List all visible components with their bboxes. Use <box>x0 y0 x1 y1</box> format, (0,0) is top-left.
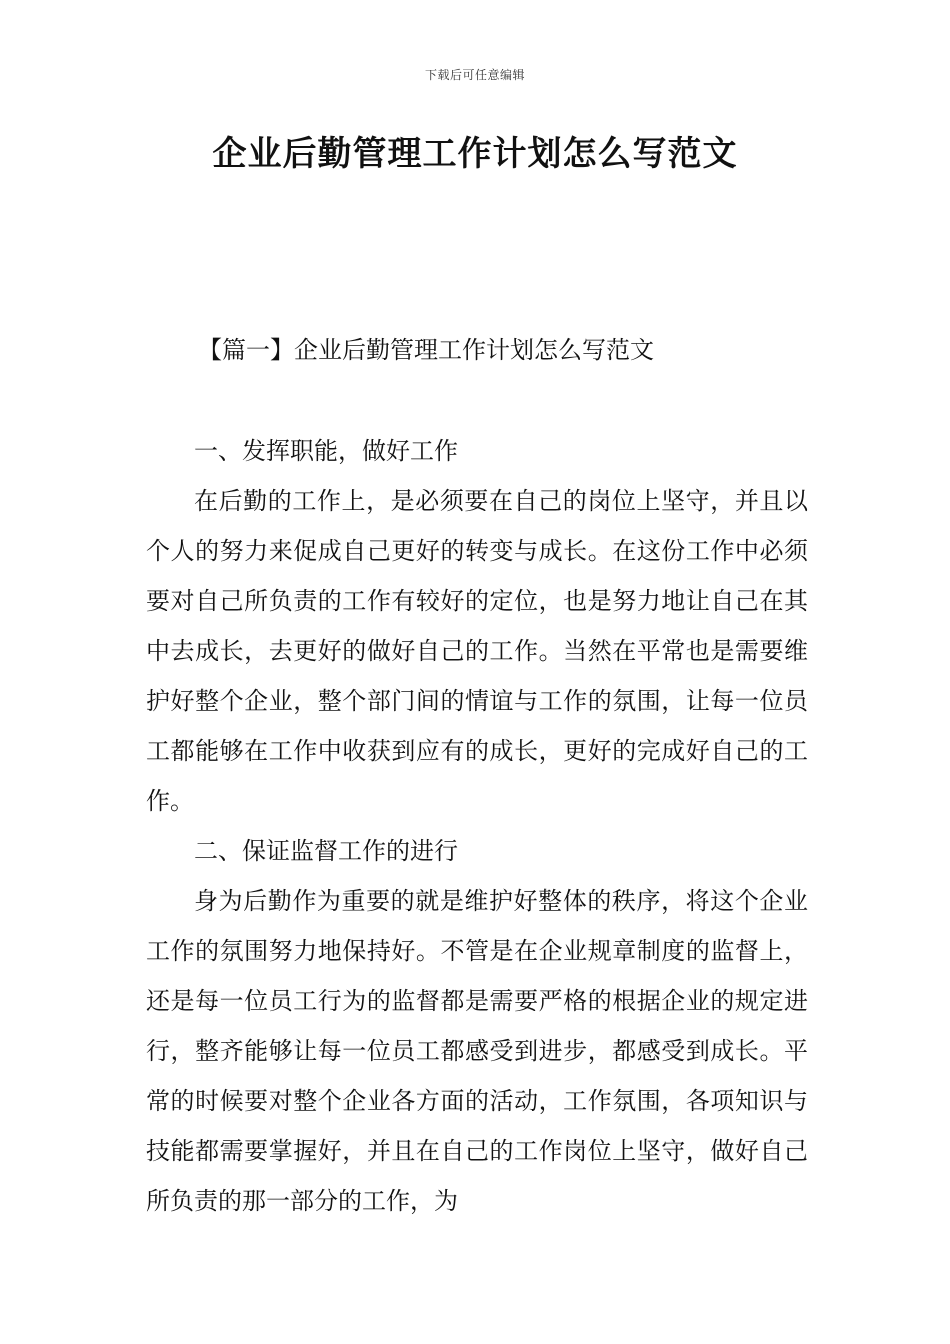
paragraph-2: 身为后勤作为重要的就是维护好整体的秩序，将这个企业工作的氛围努力地保持好。不管是在企业规章制度的监督上，还是每一位员工行为的监督都是需要严格的根据企业的规定进行，整齐能够让每一位员工都感受到进步，都感受到成长。平常的时候要对整个企业各方面的活动，工作氛围，各项知识与技能都需要掌握好，并且在自己的工作岗位上坚守，做好自己所负责的那一部分的工作，为 <box>146 887 808 1215</box>
section-title: 【篇一】企业后勤管理工作计划怎么写范文 <box>198 336 654 364</box>
header-note: 下载后可任意编辑 <box>424 68 525 82</box>
document-body <box>146 426 808 1226</box>
subheading-2: 二、保证监督工作的进行 <box>194 837 458 865</box>
document-title: 企业后勤管理工作计划怎么写范文 <box>212 134 738 174</box>
subheading-1: 一、发挥职能，做好工作 <box>194 437 458 465</box>
paragraph-1: 在后勤的工作上，是必须要在自己的岗位上坚守，并且以个人的努力来促成自己更好的转变与成长。在这份工作中必须要对自己所负责的工作有较好的定位，也是努力地让自己在其中去成长，去更好的做好自己的工作。当然在平常也是需要维护好整个企业，整个部门间的情谊与工作的氛围，让每一位员工都能够在工作中收获到应有的成长，更好的完成好自己的工作。 <box>146 487 808 815</box>
